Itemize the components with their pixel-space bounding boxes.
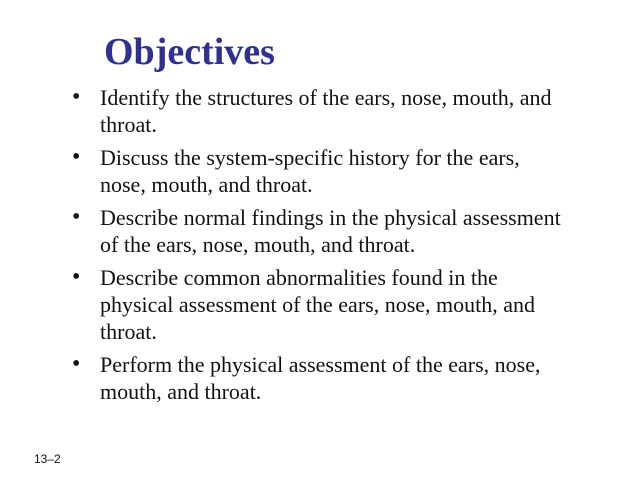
bullet-icon: • (72, 264, 81, 290)
objective-item (72, 264, 562, 345)
objectives-list (72, 84, 562, 411)
objective-text: Describe common abnormalities found in the physical assessment of the ears, nose, mouth, and throat. (100, 265, 536, 344)
bullet-icon: • (72, 351, 81, 377)
bullet-icon: • (72, 84, 81, 110)
objective-item (72, 144, 562, 198)
objective-item (72, 351, 562, 405)
objective-text: Discuss the system-specific history for the ears, nose, mouth, and throat. (100, 145, 520, 197)
bullet-icon: • (72, 144, 81, 170)
objective-item (72, 204, 562, 258)
objective-text: Perform the physical assessment of the ears, nose, mouth, and throat. (100, 352, 541, 404)
objective-text: Identify the structures of the ears, nose, mouth, and throat. (100, 85, 552, 137)
objective-text: Describe normal findings in the physical assessment of the ears, nose, mouth, and throat. (100, 205, 561, 257)
page-number: 13–2 (34, 452, 61, 466)
slide-title: Objectives (104, 31, 275, 73)
bullet-icon: • (72, 204, 81, 230)
objective-item (72, 84, 562, 138)
